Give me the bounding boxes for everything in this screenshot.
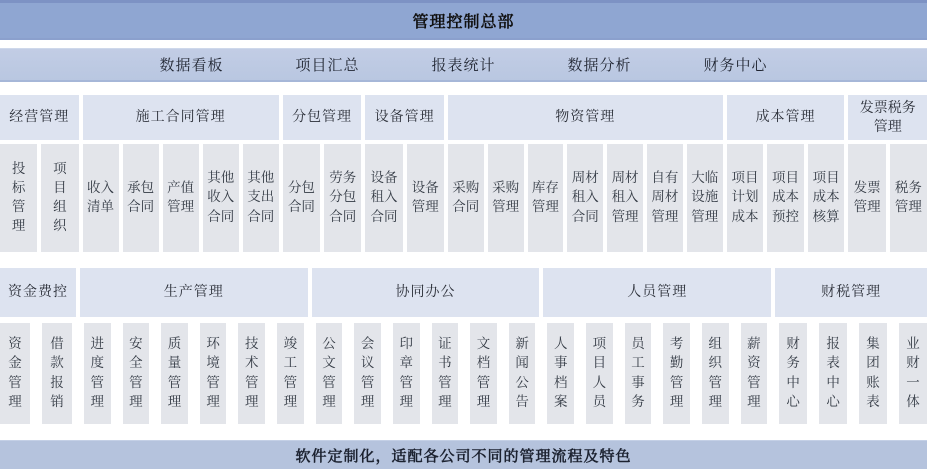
module-group [83,144,279,252]
module-cell-label: 借款报销 [50,336,64,410]
module-cell[interactable] [283,144,320,252]
menu-item-1[interactable]: 项目汇总 [295,56,360,74]
module-cell-label: 组织管理 [708,336,722,410]
group-header-label: 成本管理 [755,109,816,126]
module-cell[interactable] [0,323,30,424]
module-cell-label: 收入清单 [87,179,115,215]
group-header [0,95,79,140]
module-cell[interactable] [488,144,524,252]
module-cell[interactable] [324,144,361,252]
group-header-label: 物资管理 [555,109,616,126]
module-cell[interactable] [365,144,402,252]
module-cell[interactable] [819,323,847,424]
module-cell-label: 新闻公告 [515,336,529,410]
module-cell[interactable] [123,144,159,252]
module-cell-label: 业财一体 [906,336,920,410]
module-cell[interactable] [470,323,497,424]
group-header-label: 资金费控 [7,284,68,301]
module-cell-label: 资金管理 [8,336,22,410]
group-header [312,268,540,317]
module-cell-label: 项目计划成本 [731,170,759,225]
module-cell[interactable] [567,144,603,252]
module-cell-label: 进度管理 [90,336,104,410]
module-cell[interactable] [123,323,150,424]
module-cell[interactable] [607,144,643,252]
module-cell[interactable] [432,323,459,424]
module-cell[interactable] [354,323,381,424]
module-cell[interactable] [0,144,37,252]
module-cell[interactable] [687,144,723,252]
group-header [848,95,927,140]
group-header-label: 设备管理 [374,109,435,126]
module-cell-label: 项目组织 [53,160,67,235]
group-header [543,268,771,317]
module-cell-label: 人事档案 [553,336,568,410]
module-cell-label: 质量管理 [167,336,182,410]
module-cell-label: 其他收入合同 [207,170,235,225]
module-cell-label: 劳务分包合同 [329,170,357,225]
module-cell-label: 自有周材管理 [651,170,679,225]
footer-bar [0,440,927,469]
module-cell-label: 环境管理 [206,336,220,410]
group-header-label: 发票税务管理 [859,99,916,135]
module-group [848,144,927,252]
module-cell[interactable] [316,323,343,424]
module-cell-row [0,144,927,252]
module-cell-label: 设备租入合同 [370,170,398,225]
module-cell[interactable] [547,323,574,424]
module-cell-label: 考勤管理 [669,336,684,410]
module-cell[interactable] [727,144,764,252]
module-cell[interactable] [741,323,768,424]
module-cell-label: 分包合同 [287,179,315,215]
group-header-label: 协同办公 [395,284,456,301]
footer-tagline: 软件定制化，适配各公司不同的管理流程及特色 [295,446,632,465]
module-cell-label: 税务管理 [894,179,922,215]
module-cell[interactable] [702,323,729,424]
module-cell[interactable] [243,144,279,252]
module-section-1 [0,95,927,252]
module-cell[interactable] [779,323,807,424]
module-cell-label: 设备管理 [411,179,439,215]
group-header-label: 财税管理 [821,284,882,301]
module-cell[interactable] [509,323,536,424]
module-cell[interactable] [393,323,420,424]
module-group [0,144,79,252]
module-cell[interactable] [586,323,613,424]
module-cell-row [0,323,927,424]
module-cell-label: 财务中心 [786,336,800,410]
module-cell[interactable] [277,323,304,424]
module-cell-label: 采购管理 [492,179,520,215]
group-header-row [0,95,927,140]
module-cell[interactable] [848,144,885,252]
menu-item-4[interactable]: 财务中心 [703,56,768,74]
module-cell[interactable] [203,144,239,252]
module-group [312,323,540,424]
module-group [0,323,76,424]
title-bar [0,0,927,40]
menu-bar [0,48,927,82]
module-section-2 [0,268,927,424]
module-cell[interactable] [625,323,652,424]
module-cell[interactable] [448,144,484,252]
group-header [83,95,279,140]
module-cell-label: 报表中心 [826,336,840,410]
module-cell[interactable] [42,323,72,424]
module-cell[interactable] [890,144,927,252]
module-cell[interactable] [84,323,111,424]
module-cell[interactable] [528,144,564,252]
module-cell-label: 安全管理 [129,336,143,410]
module-cell-label: 项目成本核算 [812,170,840,225]
module-cell[interactable] [200,323,227,424]
group-header [283,95,362,140]
module-cell-label: 其他支出合同 [247,170,275,225]
module-group [80,323,308,424]
module-cell-label: 集团账表 [866,336,880,410]
group-header-label: 施工合同管理 [135,109,226,126]
module-cell-label: 会议管理 [360,336,375,410]
group-header [80,268,308,317]
module-cell-label: 公文管理 [322,336,336,410]
module-cell-label: 投标管理 [11,160,26,235]
module-cell-label: 承包合同 [127,179,155,215]
module-cell[interactable] [41,144,78,252]
module-cell[interactable] [163,144,199,252]
module-cell[interactable] [407,144,444,252]
module-cell[interactable] [647,144,683,252]
module-group [543,323,771,424]
module-cell-label: 项目成本预控 [772,170,800,225]
module-sections [0,95,927,424]
module-cell-label: 周材租入管理 [611,170,639,225]
module-cell-label: 证书管理 [438,336,452,410]
group-header [775,268,927,317]
module-cell-label: 周材租入合同 [571,170,599,225]
module-cell-label: 产值管理 [167,179,195,215]
group-header-label: 生产管理 [163,284,224,301]
module-cell[interactable] [808,144,845,252]
module-group [283,144,362,252]
group-header-label: 分包管理 [292,109,353,126]
module-cell-label: 发票管理 [853,179,881,215]
module-group [448,144,723,252]
module-cell-label: 技术管理 [244,336,259,410]
module-cell[interactable] [767,144,804,252]
page-title: 管理控制总部 [412,12,515,31]
group-header-label: 经营管理 [9,109,70,126]
group-header [448,95,723,140]
module-cell-label: 采购合同 [452,179,480,215]
module-cell-label: 库存管理 [531,179,559,215]
module-cell[interactable] [161,323,188,424]
group-header [365,95,444,140]
module-group [727,144,845,252]
group-header-label: 人员管理 [627,284,688,301]
module-cell[interactable] [663,323,690,424]
menu-item-2[interactable]: 报表统计 [431,56,496,74]
menu-item-3[interactable]: 数据分析 [567,56,632,74]
module-group [365,144,444,252]
module-cell[interactable] [238,323,265,424]
module-cell-label: 大临设施管理 [691,170,719,225]
module-cell-label: 竣工管理 [283,336,298,410]
group-header [727,95,845,140]
module-cell-label: 文档管理 [476,336,491,410]
module-cell[interactable] [83,144,119,252]
module-cell-label: 项目人员 [592,336,607,410]
menu-item-0[interactable]: 数据看板 [159,56,224,74]
group-header [0,268,76,317]
module-cell[interactable] [859,323,887,424]
module-group [775,323,927,424]
group-header-row [0,268,927,317]
module-cell[interactable] [899,323,927,424]
module-cell-label: 薪资管理 [747,336,761,410]
module-cell-label: 印章管理 [399,336,413,410]
module-cell-label: 员工事务 [631,336,645,410]
